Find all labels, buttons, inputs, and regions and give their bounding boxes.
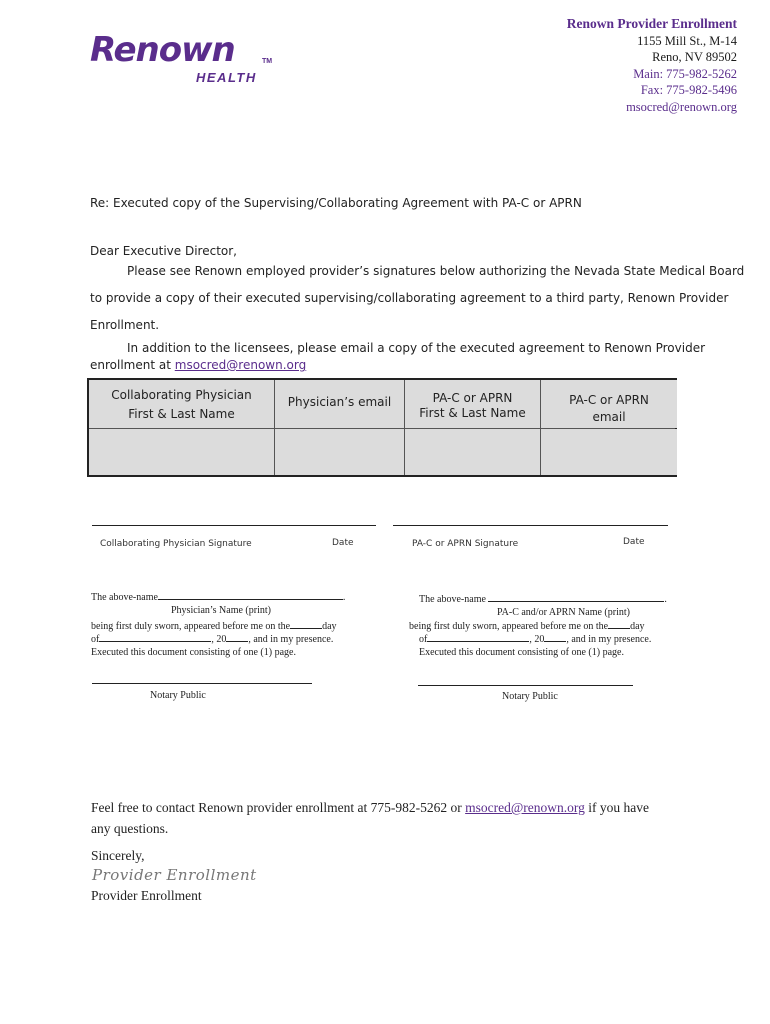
pac-date-label: Date <box>623 537 645 547</box>
para2-line2 <box>90 358 306 372</box>
table-header-physician-email: Physician’s email <box>275 380 404 428</box>
address-title: Renown Provider Enrollment <box>566 16 737 31</box>
notary-left-label: Notary Public <box>150 690 206 701</box>
notary-left-date: of , 20 , and in my presence. <box>91 634 334 645</box>
physician-date-label: Date <box>332 538 354 548</box>
sender-name: Provider Enrollment <box>91 888 202 903</box>
notary-left-above: The above-name . <box>91 592 346 603</box>
pac-signature-label: PA-C or APRN Signature <box>412 539 519 549</box>
handwritten-signature: Provider Enrollment <box>92 866 257 884</box>
logo-subtitle: HEALTH <box>196 70 257 85</box>
para1-line2: to provide a copy of their executed supervising/collaborating agreement to a third party, Renown Provider <box>90 291 729 305</box>
table-cell-physician-name[interactable] <box>89 429 274 475</box>
table-header-pac-email: PA-C or APRN email <box>541 380 677 428</box>
notary-right-date: of , 20 , and in my presence. <box>419 634 652 645</box>
address-main-phone: Main: 775-982-5262 <box>633 67 737 81</box>
pac-signature-line[interactable] <box>393 525 668 526</box>
table-cell-pac-name[interactable] <box>405 429 540 475</box>
provider-table <box>87 378 677 477</box>
notary-right-executed: Executed this document consisting of one (1) page. <box>419 647 624 658</box>
table-cell-physician-email[interactable] <box>275 429 404 475</box>
notary-right-line[interactable] <box>418 685 633 686</box>
sincerely: Sincerely, <box>91 848 145 863</box>
contact-email-link[interactable]: msocred@renown.org <box>465 800 585 815</box>
notary-right-label: Notary Public <box>502 691 558 702</box>
address-city: Reno, NV 89502 <box>652 50 737 64</box>
table-header-physician-name: Collaborating Physician First & Last Name <box>89 380 274 428</box>
address-street: 1155 Mill St., M-14 <box>637 34 737 48</box>
renown-logo: Renown <box>90 30 235 70</box>
notary-left-executed: Executed this document consisting of one (1) page. <box>91 647 296 658</box>
notary-left-line[interactable] <box>92 683 312 684</box>
notary-left-name-print: Physician’s Name (print) <box>171 605 271 616</box>
contact-line2: any questions. <box>91 821 169 836</box>
notary-left-sworn: being first duly sworn, appeared before me on the day <box>91 621 337 632</box>
para2-prefix: enrollment at <box>90 358 175 372</box>
para2-line1: In addition to the licensees, please email a copy of the executed agreement to Renown Provider <box>127 341 706 355</box>
para1-line1: Please see Renown employed provider’s signatures below authorizing the Nevada State Medical Board <box>127 264 745 278</box>
physician-signature-line[interactable] <box>92 525 376 526</box>
para1-line3: Enrollment. <box>90 318 160 332</box>
address-fax: Fax: 775-982-5496 <box>640 83 737 97</box>
logo-trademark: TM <box>262 58 273 65</box>
table-cell-pac-email[interactable] <box>541 429 677 475</box>
salutation: Dear Executive Director, <box>90 244 237 258</box>
physician-signature-label: Collaborating Physician Signature <box>100 539 252 549</box>
table-header-pac-name: PA-C or APRN First & Last Name <box>405 380 540 428</box>
contact-line1: Feel free to contact Renown provider enrollment at 775-982-5262 or msocred@renown.org if you have <box>91 800 650 815</box>
email-link[interactable]: msocred@renown.org <box>174 358 307 372</box>
notary-right-name-print: PA-C and/or APRN Name (print) <box>497 607 630 618</box>
re-line: Re: Executed copy of the Supervising/Collaborating Agreement with PA-C or APRN <box>90 196 582 210</box>
notary-right-above: The above-name . <box>419 594 667 605</box>
notary-right-sworn: being first duly sworn, appeared before me on the day <box>409 621 645 632</box>
address-email[interactable]: msocred@renown.org <box>626 100 737 114</box>
